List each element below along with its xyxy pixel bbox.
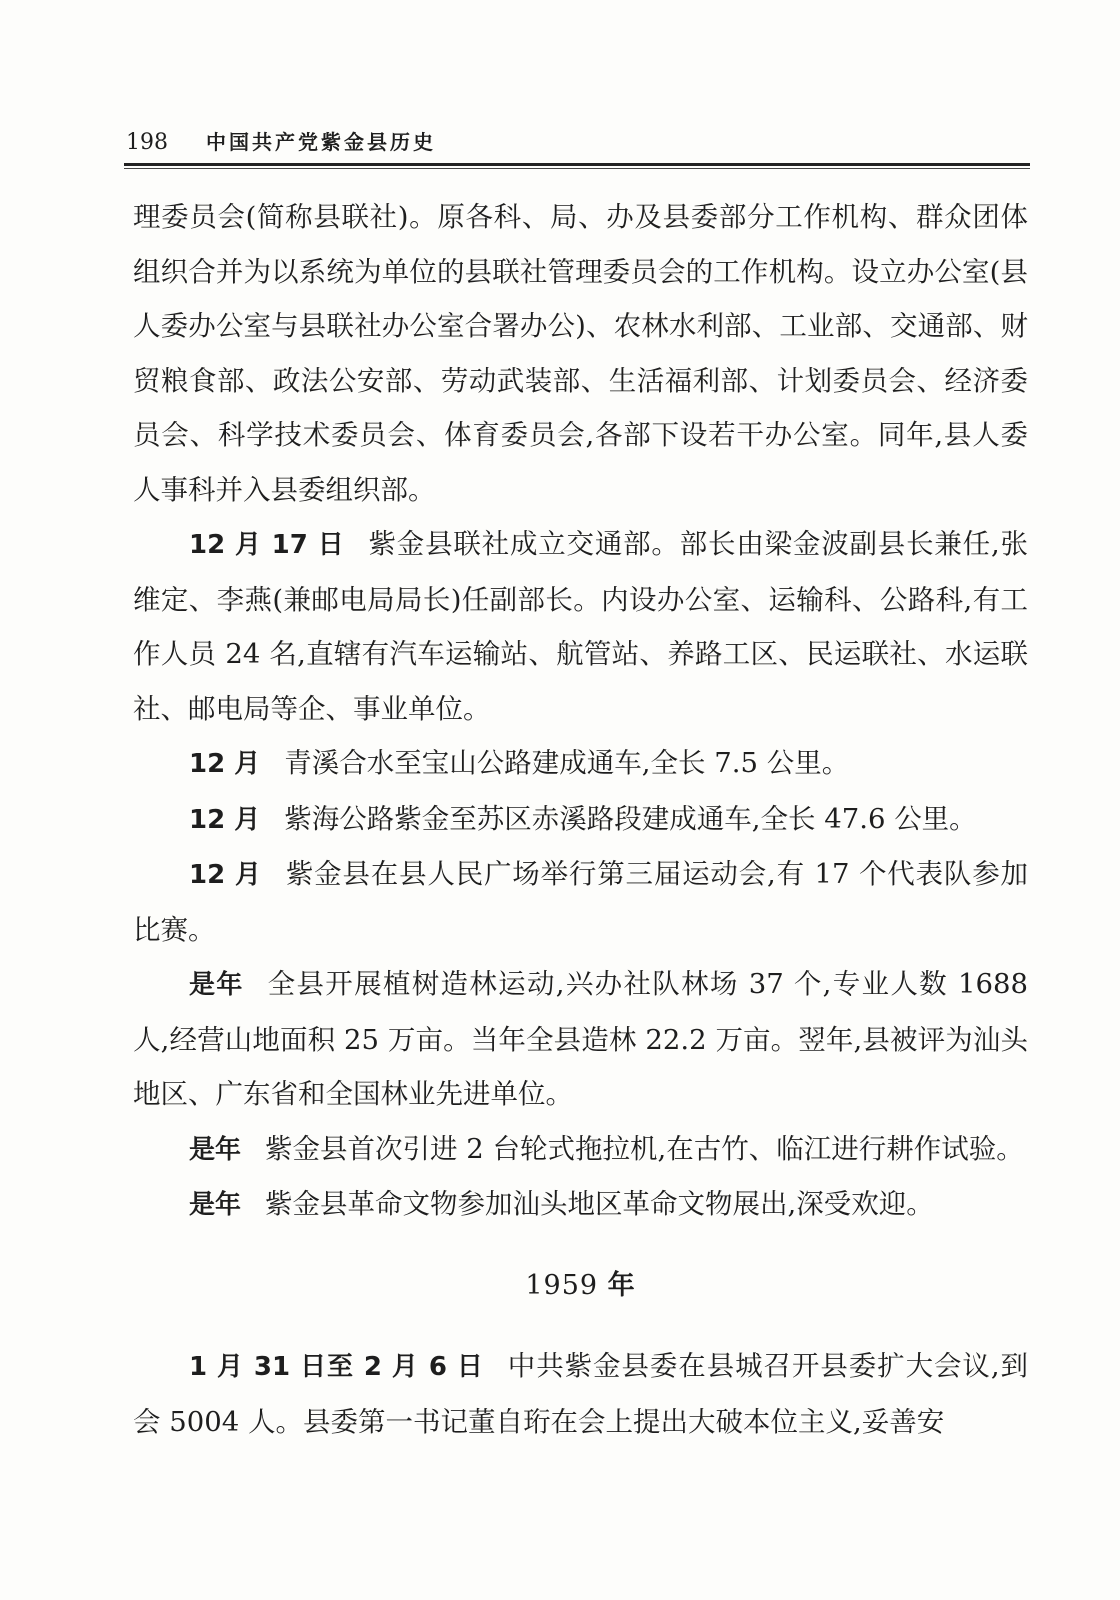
entry-text: 紫金县在县人民广场举行第三届运动会,有 17 个代表队参加比赛。: [133, 858, 1029, 946]
entry-text: 中共紫金县委在县城召开县委扩大会议,到会 5004 人。县委第一书记董自珩在会上提出大破本位主义,妥善安: [133, 1350, 1028, 1438]
entry-text: 紫金县革命文物参加汕头地区革命文物展出,深受欢迎。: [265, 1188, 934, 1220]
entry-date: 1 月 31 日至 2 月 6 日: [189, 1352, 484, 1382]
chronicle-entry: [133, 1177, 1028, 1233]
chronicle-entries-1958: [133, 517, 1028, 1233]
chronicle-entry: [133, 1122, 1028, 1178]
book-title: 中国共产党紫金县历史: [206, 130, 436, 154]
chronicle-entry: [133, 736, 1028, 792]
continued-paragraph: 理委员会(简称县联社)。原各科、局、办及县委部分工作机构、群众团体组织合并为以系统为单位的县联社管理委员会的工作机构。设立办公室(县人委办公室与县联社办公室合署办公)、农林水利部、工业部、交通部、财贸粮食部、政法公安部、劳动武装部、生活福利部、计划委员会、经济委员会、科学技术委员会、体育委员会,各部下设若干办公室。同年,县人委人事科并入县委组织部。: [133, 201, 1028, 506]
entry-date: 是年: [189, 970, 244, 1000]
year-heading: [133, 1259, 1028, 1314]
year-heading-suffix: 年: [607, 1269, 636, 1301]
entry-date: 12 月: [189, 749, 261, 779]
entry-date: 12 月: [189, 804, 261, 835]
entry-date: 是年: [189, 1134, 242, 1165]
chronicle-entry: [133, 847, 1028, 957]
entry-text: 紫金县首次引进 2 台轮式拖拉机,在古竹、临江进行耕作试验。: [265, 1132, 1024, 1165]
entry-text: 青溪合水至宝山公路建成通车,全长 7.5 公里。: [284, 747, 850, 779]
running-header: [126, 128, 1026, 157]
page-number: 198: [126, 130, 168, 155]
header-rule-thick: [124, 163, 1030, 166]
entry-date: 12 月 17 日: [189, 530, 345, 560]
header-rule-thin: [124, 168, 1030, 169]
chronicle-entry: [133, 1339, 1028, 1449]
entry-text: 紫金县联社成立交通部。部长由梁金波副县长兼任,张维定、李燕(兼邮电局局长)任副部长。内设办公室、运输科、公路科,有工作人员 24 名,直辖有汽车运输站、航管站、养路工区、民运联社、水运联社、邮电局等企、事业单位。: [133, 528, 1028, 725]
year-heading-number: 1959: [525, 1269, 599, 1301]
chronicle-entry: [133, 792, 1028, 848]
chronicle-entry: [133, 957, 1028, 1122]
entry-date: 12 月: [189, 860, 262, 890]
entry-date: 是年: [189, 1190, 242, 1220]
chronicle-entry: [133, 517, 1028, 736]
chronicle-entries-1959: [133, 1339, 1028, 1449]
entry-text: 全县开展植树造林运动,兴办社队林场 37 个,专业人数 1688 人,经营山地面积 25 万亩。当年全县造林 22.2 万亩。翌年,县被评为汕头地区、广东省和全国林业先进单位。: [133, 968, 1028, 1110]
page-body: [133, 190, 1028, 1449]
entry-text: 紫海公路紫金至苏区赤溪路段建成通车,全长 47.6 公里。: [284, 802, 977, 835]
